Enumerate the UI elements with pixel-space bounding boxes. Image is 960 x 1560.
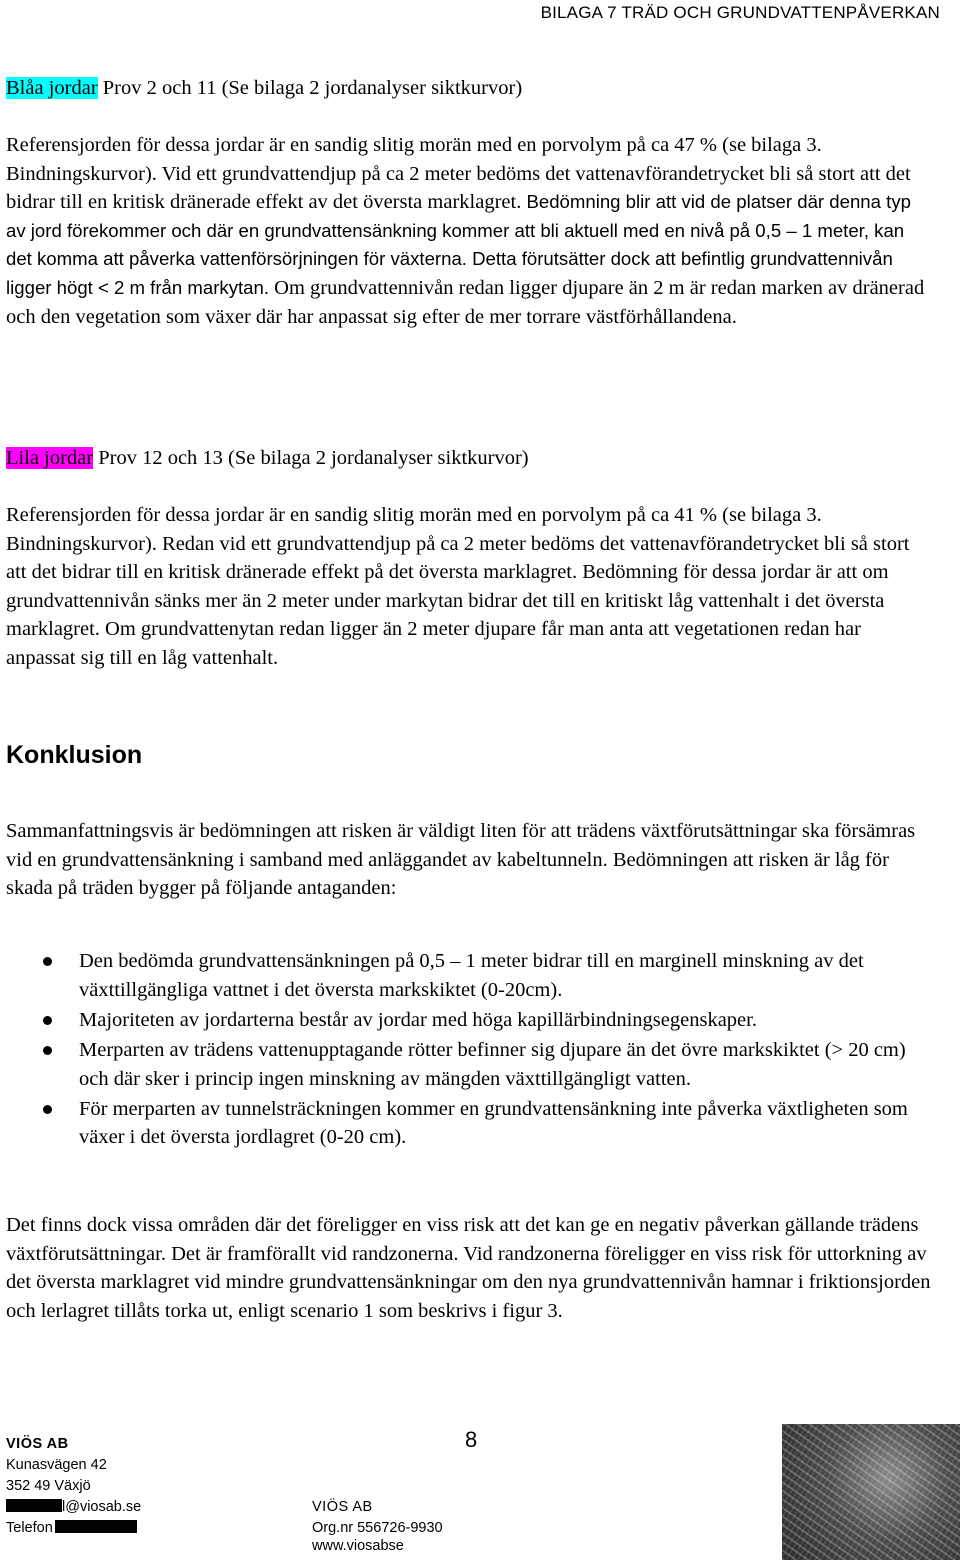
assumption-list	[6, 947, 931, 1154]
blue-soils-paragraph	[6, 131, 931, 331]
footer-website: www.viosabse	[312, 1538, 404, 1554]
list-item-text: Majoriteten av jordarterna består av jordar med höga kapillärbindningsegenskaper.	[79, 1008, 757, 1031]
blue-soils-text-sans: Bedömning blir att vid de platser där denna typ av jord förekommer och där en grundvattensänkning kommer att bli aktuell med en nivå på 0,5 – 1 meter, kan det komma att påverka vattenförsörjningen för växterna. Detta förutsätter dock att befintlig grundvattennivån ligger högt < 2 m från markytan.	[6, 191, 911, 298]
pink-soils-title	[6, 444, 931, 473]
footer-phone-label: Telefon	[6, 1520, 53, 1536]
pink-soils-title-rest: Prov 12 och 13 (Se bilaga 2 jordanalyser siktkurvor)	[93, 447, 529, 469]
footer-email-text: l@viosab.se	[62, 1499, 142, 1515]
conclusion-heading: Konklusion	[6, 741, 143, 769]
footer-phone	[6, 1518, 137, 1539]
redaction-bar	[6, 1499, 62, 1512]
blue-soils-title	[6, 74, 931, 103]
footer-street: Kunasvägen 42	[6, 1457, 107, 1473]
list-item-text: Den bedömda grundvattensänkningen på 0,5 – 1 meter bidrar till en marginell minskning av det växttillgängliga vattnet i det översta markskiktet (0-20cm).	[79, 950, 864, 1001]
pink-soils-paragraph: Referensjorden för dessa jordar är en sandig slitig morän med en porvolym på ca 41 % (se bilaga 3. Bindningskurvor). Redan vid ett grundvattendjup på ca 2 meter bedöms det vattenavförandetrycket bli så stort att det bidrar till en kritisk dränerade effekt på det översta marklagret. Bedömning för dessa jordar är att om grundvattennivån sänks mer än 2 meter under markytan bidrar det till en kritiskt låg vattenhalt i det översta marklagret. Om grundvattenytan redan ligger än 2 meter djupare får man anta att vegetationen redan har anpassat sig till en låg vattenhalt.	[6, 504, 910, 669]
footer-company-center: VIÖS AB	[312, 1499, 373, 1515]
list-item-text: För merparten av tunnelsträckningen kommer en grundvattensänkning inte påverka växtligheten som växer i det översta jordlagret (0-20 cm).	[79, 1097, 908, 1149]
bullet-icon	[43, 957, 52, 966]
blue-soils-text-end: Om grundvattennivån redan ligger djupare än 2 m är redan marken av dränerad och den vegetation som växer där har anpassat sig efter de mer torrare västförhållandena.	[6, 276, 925, 328]
list-item	[6, 1036, 931, 1093]
blue-soils-label: Blåa jordar	[6, 77, 98, 99]
conclusion-closing: Det finns dock vissa områden där det föreligger en viss risk att det kan ge en negativ påverkan gällande trädens växtförutsättningar. Det är framförallt vid randzonerna. Vid randzonerna föreligger en viss risk för uttorkning av det översta marklagret vid mindre grundvattensänkningar om den nya grundvattennivån hamnar i friktionsjorden och lerlagret tillåts torka ut, enligt scenario 1 som beskrivs i figur 3.	[6, 1214, 931, 1322]
footer-email	[6, 1497, 141, 1518]
bullet-icon	[43, 1046, 52, 1055]
bullet-icon	[43, 1105, 52, 1114]
footer-org-nr: Org.nr 556726-9930	[312, 1520, 443, 1536]
footer-postal: 352 49 Växjö	[6, 1478, 91, 1494]
footer-company: VIÖS AB	[6, 1436, 69, 1452]
page-header: BILAGA 7 TRÄD OCH GRUNDVATTENPÅVERKAN	[540, 3, 940, 22]
blue-soils-title-rest: Prov 2 och 11 (Se bilaga 2 jordanalyser siktkurvor)	[97, 77, 523, 99]
footer-photo	[782, 1424, 960, 1560]
list-item	[6, 1006, 931, 1035]
list-item	[6, 1095, 931, 1152]
pink-soils-label: Lila jordar	[6, 447, 94, 469]
blue-soils-text-serif: Referensjorden för dessa jordar är en sandig slitig morän med en porvolym på ca 47 % (se bilaga 3. Bindningskurvor). Vid ett grundvattendjup på ca 2 meter bedöms det vattenavförandetrycket bli så stort att det bidrar till en kritisk dränerade effekt av det översta marklagret.	[6, 134, 911, 214]
conclusion-intro: Sammanfattningsvis är bedömningen att risken är väldigt liten för att trädens växtförutsättningar ska försämras vid en grundvattensänkning i samband med anläggandet av kabeltunneln. Bedömningen att risken är låg för skada på träden bygger på följande antaganden:	[6, 820, 916, 900]
list-item-text: Merparten av trädens vattenupptagande rötter befinner sig djupare än det övre markskiktet (> 20 cm) och där sker i princip ingen minskning av mängden växttillgängligt vatten.	[79, 1038, 906, 1090]
list-item	[6, 947, 931, 1004]
page-number: 8	[465, 1427, 478, 1452]
bullet-icon	[43, 1016, 52, 1025]
redaction-bar	[55, 1520, 137, 1533]
